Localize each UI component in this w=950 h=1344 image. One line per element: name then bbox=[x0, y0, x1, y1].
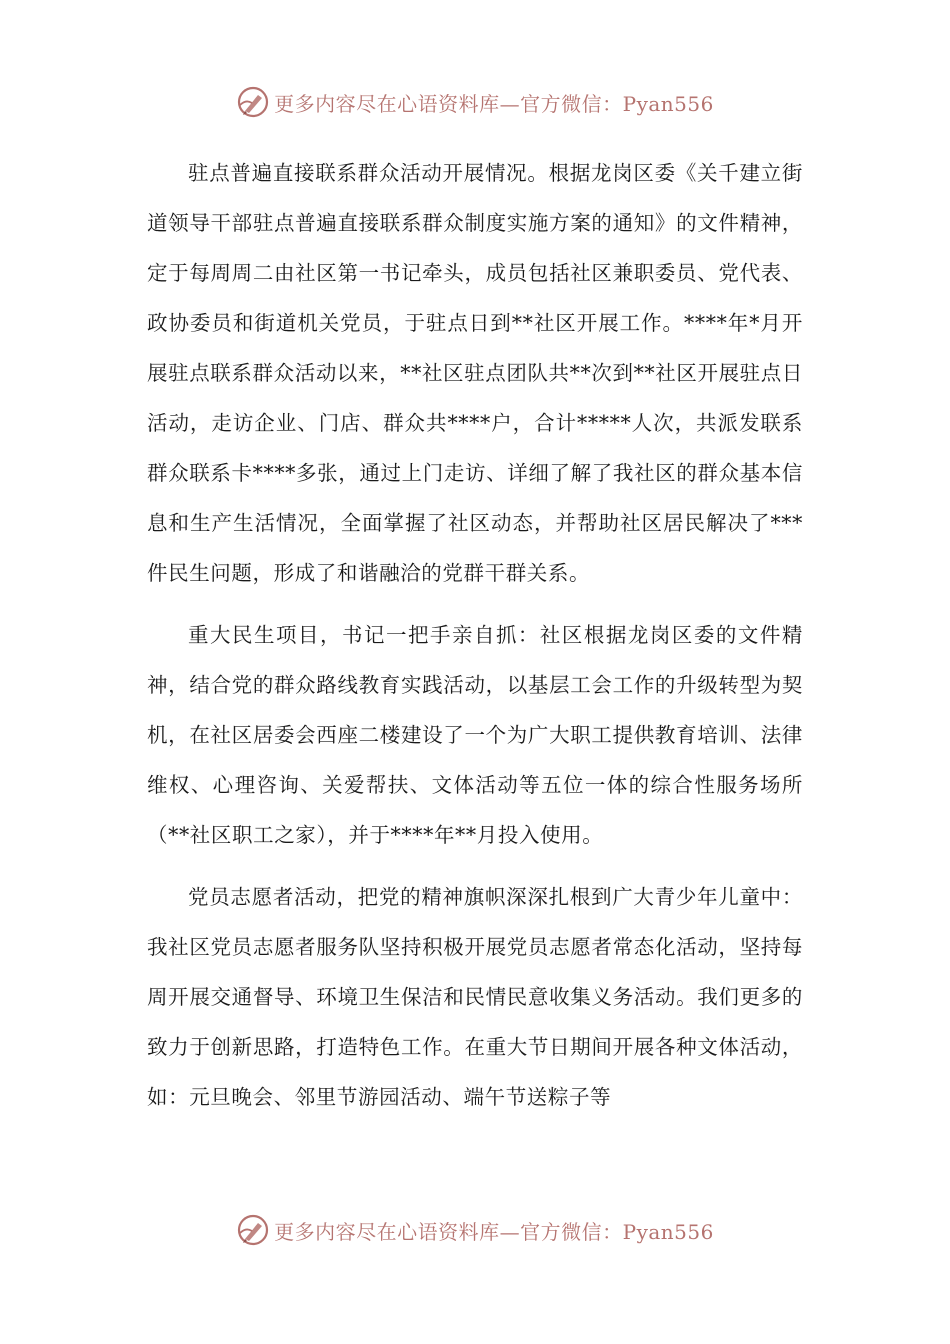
footer-watermark-banner bbox=[0, 1210, 950, 1250]
paragraph-livelihood-project: 重大民生项目，书记一把手亲自抓：社区根据龙岗区委的文件精神，结合党的群众路线教育实践活动，以基层工会工作的升级转型为契机，在社区居委会西座二楼建设了一个为广大职工提供教育培训、法律维权、心理咨询、关爱帮扶、文体活动等五位一体的综合性服务场所（**社区职工之家），并于****年**月投入使用。 bbox=[147, 623, 803, 847]
paragraph-resident-contact: 驻点普遍直接联系群众活动开展情况。根据龙岗区委《关千建立街道领导干部驻点普遍直接联系群众制度实施方案的通知》的文件精神，定于每周周二由社区第一书记牵头，成员包括社区兼职委员、党代表、政协委员和街道机关党员，于驻点日到**社区开展工作。****年*月开展驻点联系群众活动以来，**社区驻点团队共**次到**社区开展驻点日活动，走访企业、门店、群众共****户，合计*****人次，共派发联系群众联系卡****多张，通过上门走访、详细了解了我社区的群众基本信息和生产生活情况，全面掌握了社区动态，并帮助社区居民解决了***件民生问题，形成了和谐融洽的党群干群关系。 bbox=[147, 161, 803, 585]
paragraph-volunteer-activities: 党员志愿者活动，把党的精神旗帜深深扎根到广大青少年儿童中：我社区党员志愿者服务队坚持积极开展党员志愿者常态化活动，坚持每周开展交通督导、环境卫生保洁和民情民意收集义务活动。我们更多的致力于创新思路，打造特色工作。在重大节日期间开展各种文体活动，如：元旦晚会、邻里节游园活动、端午节送粽子等 bbox=[147, 885, 803, 1109]
watermark-text: 更多内容尽在心语资料库—官方微信：Pyan556 bbox=[274, 91, 714, 116]
watermark-text: 更多内容尽在心语资料库—官方微信：Pyan556 bbox=[274, 1219, 714, 1244]
pen-nib-icon bbox=[236, 1213, 270, 1247]
header-watermark-banner bbox=[0, 82, 950, 122]
pen-nib-icon bbox=[236, 85, 270, 119]
document-body bbox=[147, 148, 803, 1134]
